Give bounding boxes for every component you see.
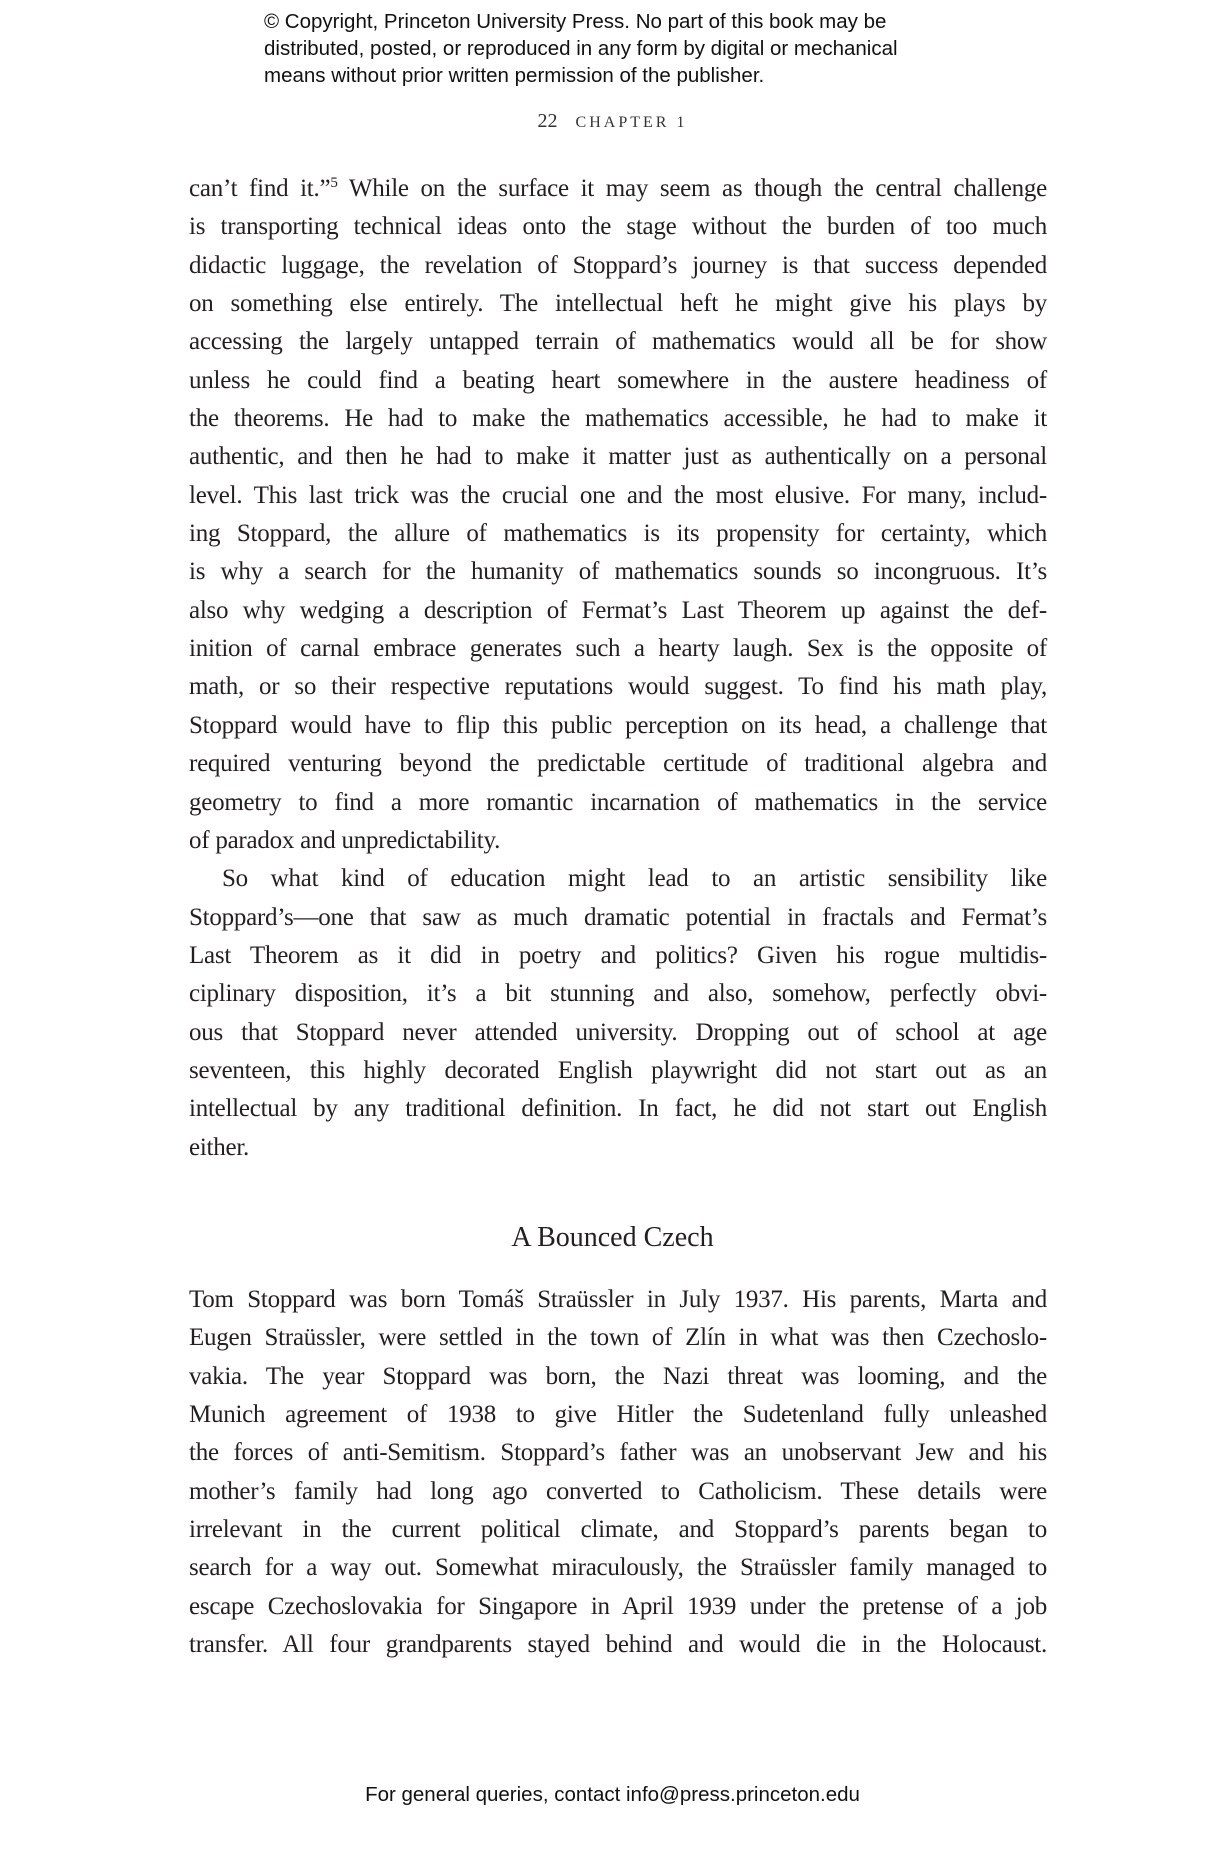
body-line: accessing the largely untapped terrain of mathematics would all be for show (189, 328, 1047, 356)
body-line: Munich agreement of 1938 to give Hitler the Sudetenland fully unleashed (189, 1401, 1047, 1429)
body-line: Stoppard’s—one that saw as much dramatic potential in fractals and Fermat’s (189, 903, 1047, 931)
body-line: mother’s family had long ago converted to Catholicism. These details were (189, 1477, 1047, 1505)
body-line: Last Theorem as it did in poetry and politics? Given his rogue multidis- (189, 941, 1047, 969)
body-line: ous that Stoppard never attended university. Dropping out of school at age (189, 1018, 1047, 1046)
body-line: irrelevant in the current political climate, and Stoppard’s parents began to (189, 1516, 1047, 1544)
body-line: authentic, and then he had to make it matter just as authentically on a personal (189, 443, 1047, 471)
body-line: either. (189, 1133, 250, 1161)
body-line: on something else entirely. The intellectual heft he might give his plays by (189, 290, 1047, 318)
body-line: the forces of anti-Semitism. Stoppard’s father was an unobservant Jew and his (189, 1439, 1047, 1467)
body-line: escape Czechoslovakia for Singapore in April 1939 under the pretense of a job (189, 1592, 1047, 1620)
footnote-ref[interactable]: 5 (330, 175, 338, 191)
body-line: also why wedging a description of Fermat’s Last Theorem up against the def- (189, 596, 1047, 624)
body-line: vakia. The year Stoppard was born, the Nazi threat was looming, and the (189, 1362, 1047, 1390)
body-line: level. This last trick was the crucial one and the most elusive. For many, includ- (189, 481, 1047, 509)
running-head (0, 110, 1225, 133)
body-line: ciplinary disposition, it’s a bit stunning and also, somehow, perfectly obvi- (189, 980, 1047, 1008)
body-line: Eugen Straüssler, were settled in the town of Zlín in what was then Czechoslo- (189, 1324, 1047, 1352)
body-line: is transporting technical ideas onto the stage without the burden of too much (189, 213, 1047, 241)
body-text-section-2 (189, 1281, 1047, 1664)
text: While on the surface it may seem as though the central challenge (337, 175, 1047, 202)
body-line: math, or so their respective reputations would suggest. To find his math play, (189, 673, 1047, 701)
body-line: required venturing beyond the predictable certitude of traditional algebra and (189, 750, 1047, 778)
body-line: So what kind of education might lead to an artistic sensibility like (222, 865, 1047, 893)
section-heading: A Bounced Czech (511, 1222, 714, 1253)
body-text-section-1 (189, 170, 1047, 1167)
body-line: the theorems. He had to make the mathematics accessible, he had to make it (189, 405, 1047, 433)
body-line: unless he could find a beating heart somewhere in the austere headiness of (189, 366, 1047, 394)
text: can’t find it.” (189, 175, 331, 202)
page-number: 22 (537, 110, 558, 132)
body-line: search for a way out. Somewhat miraculously, the Straüssler family managed to (189, 1554, 1047, 1582)
body-line: Stoppard would have to flip this public perception on its head, a challenge that (189, 711, 1047, 739)
body-line: transfer. All four grandparents stayed behind and would die in the Holocaust. (189, 1631, 1047, 1659)
body-line: seventeen, this highly decorated English playwright did not start out as an (189, 1056, 1047, 1084)
body-line: ing Stoppard, the allure of mathematics is its propensity for certainty, which (189, 520, 1047, 548)
body-line: inition of carnal embrace generates such a hearty laugh. Sex is the opposite of (189, 635, 1047, 663)
body-line: of paradox and unpredictability. (189, 826, 501, 854)
body-line: intellectual by any traditional definition. In fact, he did not start out English (189, 1095, 1047, 1123)
copyright-notice (264, 8, 898, 89)
body-line: geometry to find a more romantic incarnation of mathematics in the service (189, 788, 1047, 816)
body-line: is why a search for the humanity of mathematics sounds so incongruous. It’s (189, 558, 1047, 586)
copyright-line: means without prior written permission of the publisher. (264, 64, 765, 87)
footer-contact: For general queries, contact info@press.princeton.edu (365, 1783, 860, 1806)
copyright-line: © Copyright, Princeton University Press. No part of this book may be (264, 10, 887, 33)
body-line (189, 170, 1047, 208)
chapter-label: CHAPTER 1 (575, 114, 688, 131)
body-line: Tom Stoppard was born Tomáš Straüssler in July 1937. His parents, Marta and (189, 1286, 1047, 1313)
copyright-line: distributed, posted, or reproduced in any form by digital or mechanical (264, 37, 898, 60)
body-line: didactic luggage, the revelation of Stoppard’s journey is that success depended (189, 251, 1047, 279)
